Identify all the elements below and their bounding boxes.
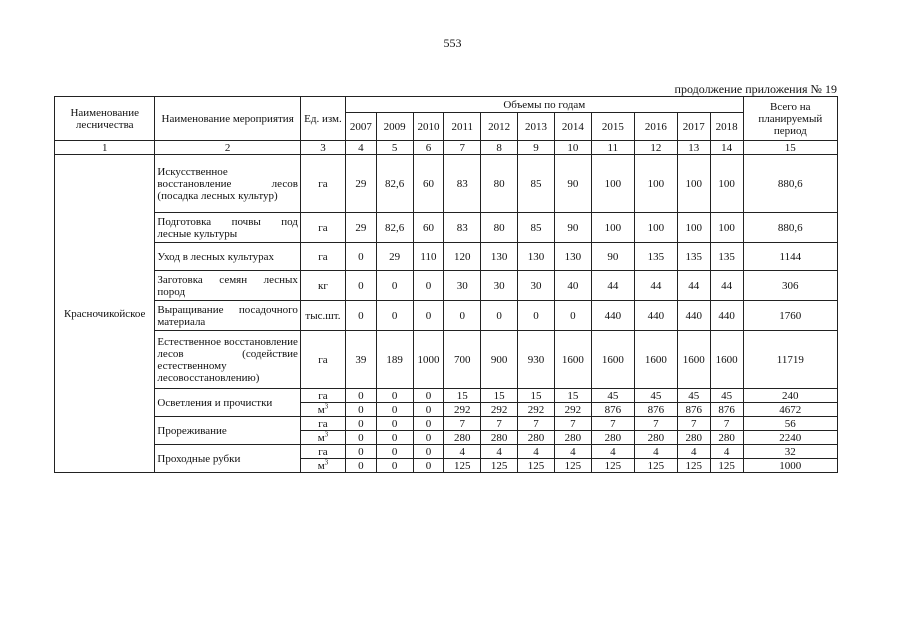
year-value: 0 (413, 389, 444, 403)
year-value: 0 (413, 301, 444, 331)
year-value: 45 (591, 389, 634, 403)
year-value: 0 (345, 445, 376, 459)
activity-name: Осветления и прочистки (155, 389, 301, 417)
year-value: 40 (554, 271, 591, 301)
activities-table (54, 96, 838, 473)
year-value: 930 (518, 331, 555, 389)
activity-name: Заготовка семян лесных пород (155, 271, 301, 301)
unit-cell: га (300, 213, 345, 243)
header-volumes: Объемы по годам (345, 97, 743, 113)
year-value: 130 (481, 243, 518, 271)
table-row (55, 445, 838, 459)
year-value: 1600 (554, 331, 591, 389)
year-value: 130 (554, 243, 591, 271)
column-number: 7 (444, 141, 481, 155)
column-number: 5 (376, 141, 413, 155)
total-value: 2240 (743, 431, 837, 445)
year-value: 7 (677, 417, 710, 431)
year-value: 125 (710, 459, 743, 473)
year-header: 2007 (345, 113, 376, 141)
year-value: 45 (710, 389, 743, 403)
year-header: 2018 (710, 113, 743, 141)
total-value: 11719 (743, 331, 837, 389)
activity-name: Выращивание посадочного материала (155, 301, 301, 331)
year-header: 2014 (554, 113, 591, 141)
year-value: 29 (345, 155, 376, 213)
year-value: 125 (677, 459, 710, 473)
unit-cell: $м^3$ (300, 403, 345, 417)
activity-name: Уход в лесных культурах (155, 243, 301, 271)
year-value: 39 (345, 331, 376, 389)
year-value: 15 (481, 389, 518, 403)
year-value: 0 (413, 271, 444, 301)
year-value: 1600 (634, 331, 677, 389)
forestry-name: Красночикойское (55, 155, 155, 473)
year-value: 7 (481, 417, 518, 431)
continuation-note: продолжение приложения № 19 (674, 82, 837, 96)
year-value: 125 (518, 459, 555, 473)
year-value: 83 (444, 155, 481, 213)
year-value: 0 (345, 301, 376, 331)
year-value: 0 (376, 459, 413, 473)
year-value: 0 (444, 301, 481, 331)
year-value: 100 (634, 213, 677, 243)
year-value: 125 (554, 459, 591, 473)
year-value: 0 (376, 301, 413, 331)
column-number: 11 (591, 141, 634, 155)
year-value: 1600 (591, 331, 634, 389)
year-value: 292 (518, 403, 555, 417)
table-row (55, 301, 838, 331)
total-value: 306 (743, 271, 837, 301)
year-value: 280 (554, 431, 591, 445)
year-value: 0 (345, 459, 376, 473)
year-value: 280 (710, 431, 743, 445)
year-value: 85 (518, 213, 555, 243)
year-value: 60 (413, 155, 444, 213)
unit-cell: $м^3$ (300, 431, 345, 445)
column-number: 8 (481, 141, 518, 155)
year-value: 440 (677, 301, 710, 331)
year-value: 100 (634, 155, 677, 213)
year-value: 30 (518, 271, 555, 301)
year-value: 100 (677, 213, 710, 243)
year-value: 1600 (710, 331, 743, 389)
year-value: 135 (710, 243, 743, 271)
year-value: 7 (554, 417, 591, 431)
year-value: 100 (677, 155, 710, 213)
unit-cell: га (300, 331, 345, 389)
year-value: 4 (481, 445, 518, 459)
table-row (55, 331, 838, 389)
year-value: 440 (591, 301, 634, 331)
year-value: 0 (481, 301, 518, 331)
year-value: 44 (634, 271, 677, 301)
total-value: 32 (743, 445, 837, 459)
unit-cell: га (300, 155, 345, 213)
year-header: 2011 (444, 113, 481, 141)
activity-name: Проходные рубки (155, 445, 301, 473)
year-value: 876 (710, 403, 743, 417)
year-value: 7 (444, 417, 481, 431)
year-value: 29 (376, 243, 413, 271)
column-number: 3 (300, 141, 345, 155)
year-value: 80 (481, 155, 518, 213)
year-value: 280 (591, 431, 634, 445)
year-value: 0 (376, 271, 413, 301)
year-value: 7 (518, 417, 555, 431)
year-header: 2015 (591, 113, 634, 141)
year-value: 110 (413, 243, 444, 271)
activity-name: Естественное восстановление лесов (содействие естественному лесовосстановлению) (155, 331, 301, 389)
year-value: 0 (345, 417, 376, 431)
year-value: 7 (710, 417, 743, 431)
year-header: 2010 (413, 113, 444, 141)
year-value: 44 (677, 271, 710, 301)
year-value: 0 (376, 445, 413, 459)
table-row (55, 243, 838, 271)
year-value: 189 (376, 331, 413, 389)
unit-cell: кг (300, 271, 345, 301)
year-header: 2012 (481, 113, 518, 141)
year-value: 130 (518, 243, 555, 271)
year-value: 4 (710, 445, 743, 459)
year-value: 60 (413, 213, 444, 243)
year-value: 4 (634, 445, 677, 459)
year-value: 4 (444, 445, 481, 459)
unit-cell: га (300, 417, 345, 431)
year-value: 135 (634, 243, 677, 271)
year-value: 90 (554, 213, 591, 243)
year-value: 4 (591, 445, 634, 459)
year-value: 280 (518, 431, 555, 445)
year-value: 15 (554, 389, 591, 403)
year-value: 0 (413, 445, 444, 459)
year-value: 0 (376, 431, 413, 445)
activity-name: Подготовка почвы под лесные культуры (155, 213, 301, 243)
column-number: 13 (677, 141, 710, 155)
total-value: 56 (743, 417, 837, 431)
year-value: 0 (345, 271, 376, 301)
year-value: 0 (413, 431, 444, 445)
column-number: 10 (554, 141, 591, 155)
header-unit: Ед. изм. (300, 97, 345, 141)
year-value: 4 (554, 445, 591, 459)
year-value: 440 (710, 301, 743, 331)
column-number: 15 (743, 141, 837, 155)
header-activity: Наименование мероприятия (155, 97, 301, 141)
year-value: 900 (481, 331, 518, 389)
unit-cell: $м^3$ (300, 459, 345, 473)
year-value: 45 (634, 389, 677, 403)
year-value: 135 (677, 243, 710, 271)
year-value: 44 (591, 271, 634, 301)
page-number: 553 (443, 36, 462, 50)
column-number: 12 (634, 141, 677, 155)
total-value: 880,6 (743, 155, 837, 213)
year-header: 2009 (376, 113, 413, 141)
year-value: 100 (710, 155, 743, 213)
column-number: 6 (413, 141, 444, 155)
year-value: 90 (554, 155, 591, 213)
header-total: Всего на планируемый период (743, 97, 837, 141)
year-value: 125 (444, 459, 481, 473)
activity-name: Прореживание (155, 417, 301, 445)
column-number: 2 (155, 141, 301, 155)
year-value: 45 (677, 389, 710, 403)
year-value: 0 (376, 403, 413, 417)
year-value: 876 (677, 403, 710, 417)
year-value: 0 (413, 417, 444, 431)
activity-name: Искусственное восстановление лесов (посадка лесных культур) (155, 155, 301, 213)
year-value: 292 (554, 403, 591, 417)
header-forestry: Наименование лесничества (55, 97, 155, 141)
year-value: 100 (591, 213, 634, 243)
year-value: 280 (634, 431, 677, 445)
year-value: 700 (444, 331, 481, 389)
total-value: 1144 (743, 243, 837, 271)
year-value: 0 (413, 403, 444, 417)
year-value: 125 (591, 459, 634, 473)
year-value: 82,6 (376, 155, 413, 213)
year-value: 0 (345, 243, 376, 271)
year-value: 125 (634, 459, 677, 473)
table-row (55, 155, 838, 213)
year-value: 29 (345, 213, 376, 243)
column-number: 14 (710, 141, 743, 155)
unit-cell: га (300, 389, 345, 403)
year-value: 1600 (677, 331, 710, 389)
unit-cell: га (300, 445, 345, 459)
table-row (55, 389, 838, 403)
year-value: 83 (444, 213, 481, 243)
total-value: 880,6 (743, 213, 837, 243)
year-value: 280 (444, 431, 481, 445)
year-value: 0 (554, 301, 591, 331)
unit-cell: тыс.шт. (300, 301, 345, 331)
year-value: 7 (634, 417, 677, 431)
year-value: 100 (710, 213, 743, 243)
unit-cell: га (300, 243, 345, 271)
year-value: 15 (518, 389, 555, 403)
year-value: 0 (376, 417, 413, 431)
year-value: 280 (481, 431, 518, 445)
year-value: 0 (345, 389, 376, 403)
column-number: 1 (55, 141, 155, 155)
year-value: 0 (345, 431, 376, 445)
table-row (55, 271, 838, 301)
year-value: 292 (481, 403, 518, 417)
table-row (55, 417, 838, 431)
year-value: 30 (444, 271, 481, 301)
year-value: 15 (444, 389, 481, 403)
year-value: 440 (634, 301, 677, 331)
year-header: 2017 (677, 113, 710, 141)
year-value: 876 (591, 403, 634, 417)
year-value: 90 (591, 243, 634, 271)
year-value: 30 (481, 271, 518, 301)
table-row (55, 213, 838, 243)
column-number: 9 (518, 141, 555, 155)
column-number: 4 (345, 141, 376, 155)
total-value: 240 (743, 389, 837, 403)
year-value: 82,6 (376, 213, 413, 243)
year-value: 1000 (413, 331, 444, 389)
year-value: 100 (591, 155, 634, 213)
total-value: 4672 (743, 403, 837, 417)
total-value: 1000 (743, 459, 837, 473)
year-value: 44 (710, 271, 743, 301)
year-header: 2013 (518, 113, 555, 141)
year-value: 85 (518, 155, 555, 213)
year-value: 4 (677, 445, 710, 459)
year-value: 280 (677, 431, 710, 445)
year-value: 0 (413, 459, 444, 473)
year-value: 0 (345, 403, 376, 417)
year-value: 80 (481, 213, 518, 243)
year-value: 292 (444, 403, 481, 417)
year-header: 2016 (634, 113, 677, 141)
year-value: 4 (518, 445, 555, 459)
year-value: 125 (481, 459, 518, 473)
year-value: 876 (634, 403, 677, 417)
year-value: 7 (591, 417, 634, 431)
year-value: 0 (376, 389, 413, 403)
year-value: 0 (518, 301, 555, 331)
total-value: 1760 (743, 301, 837, 331)
year-value: 120 (444, 243, 481, 271)
